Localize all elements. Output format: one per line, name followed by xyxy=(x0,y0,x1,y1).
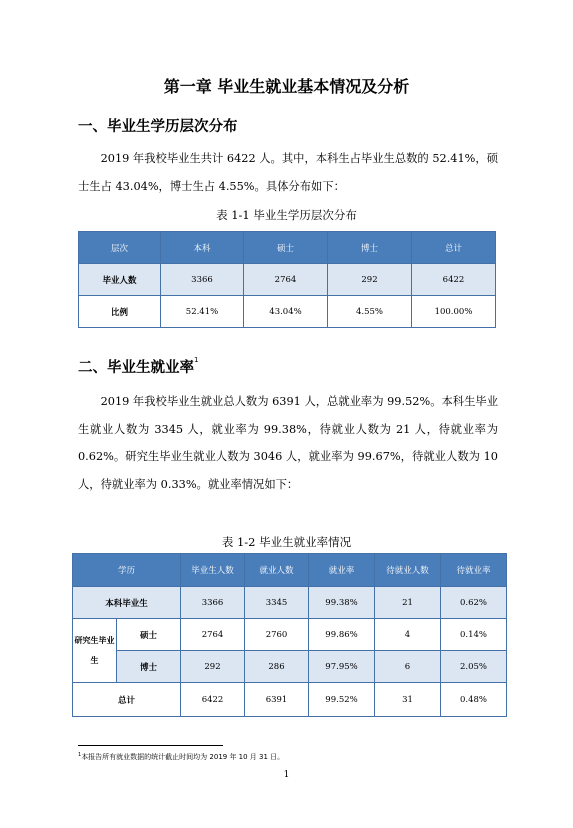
table-cell: 100.00% xyxy=(412,296,496,328)
table2-header-employed: 就业人数 xyxy=(245,554,309,587)
footnote xyxy=(78,752,284,762)
table2-header-pending: 待就业人数 xyxy=(375,554,441,587)
table1-header-level: 层次 xyxy=(79,232,161,264)
table-cell: 52.41% xyxy=(161,296,244,328)
chapter-title: 第一章 毕业生就业基本情况及分析 xyxy=(163,77,410,96)
table1-caption: 表 1-1 毕业生学历层次分布 xyxy=(216,208,357,222)
employment-rate-table xyxy=(72,553,507,717)
table-cell: 0.14% xyxy=(441,619,507,651)
distribution-paragraph: 2019 年我校毕业生共计 6422 人。其中，本科生占毕业生总数的 52.41%，硕士生占 43.04%，博士生占 4.55%。具体分布如下： xyxy=(78,152,498,193)
table-cell: 0.62% xyxy=(441,587,507,619)
table-cell: 6422 xyxy=(181,683,245,717)
table1-header-master: 硕士 xyxy=(244,232,328,264)
employment-paragraph: 2019 年我校毕业生就业总人数为 6391 人，总就业率为 99.52%。本科生毕业生就业人数为 3345 人，就业率为 99.38%，待就业人数为 21 人，待就业率为 0.62%。研究生毕业生就业人数为 3046 人，就业率为 99.67%，待就业人数为 10 人，待就业率为 0.33%。就业率情况如下： xyxy=(78,395,498,491)
table-cell: 6 xyxy=(375,651,441,683)
table2-header-graduates: 毕业生人数 xyxy=(181,554,245,587)
footnote-mark: 1 xyxy=(194,356,199,364)
section-title-distribution: 一、毕业生学历层次分布 xyxy=(78,119,238,135)
table-cell: 2764 xyxy=(181,619,245,651)
table-cell: 2760 xyxy=(245,619,309,651)
table-row xyxy=(73,651,507,683)
table-cell: 3366 xyxy=(161,264,244,296)
row-label-undergrad: 本科毕业生 xyxy=(73,587,181,619)
table2-header-rate: 就业率 xyxy=(309,554,375,587)
footnote-text: 本报告所有就业数据的统计截止时间均为 2019 年 10 月 31 日。 xyxy=(81,753,285,761)
section-title-text: 二、毕业生就业率 xyxy=(78,360,194,376)
table-cell: 97.95% xyxy=(309,651,375,683)
footnote-number: 1 xyxy=(78,752,82,758)
table-cell: 2764 xyxy=(244,264,328,296)
table-cell: 6422 xyxy=(412,264,496,296)
education-distribution-table xyxy=(78,231,496,328)
page-number: 1 xyxy=(283,770,290,780)
row-label-graduates: 毕业人数 xyxy=(79,264,161,296)
row-group-graduate: 研究生毕业生 xyxy=(73,619,117,683)
table-row xyxy=(79,296,496,328)
table-cell: 6391 xyxy=(245,683,309,717)
table-cell: 43.04% xyxy=(244,296,328,328)
table2-header-pending-rate: 待就业率 xyxy=(441,554,507,587)
table-cell: 0.48% xyxy=(441,683,507,717)
table-cell: 286 xyxy=(245,651,309,683)
table2-header-education: 学历 xyxy=(73,554,181,587)
row-label-masters: 硕士 xyxy=(117,619,181,651)
table-cell: 292 xyxy=(181,651,245,683)
table1-header-total: 总计 xyxy=(412,232,496,264)
table-row xyxy=(73,683,507,717)
table-row xyxy=(79,264,496,296)
row-label-ratio: 比例 xyxy=(79,296,161,328)
table-cell: 3366 xyxy=(181,587,245,619)
table-cell: 99.38% xyxy=(309,587,375,619)
section-title-employment xyxy=(78,356,198,377)
table-cell: 292 xyxy=(328,264,412,296)
row-label-doctoral: 博士 xyxy=(117,651,181,683)
row-label-total: 总计 xyxy=(73,683,181,717)
table-cell: 2.05% xyxy=(441,651,507,683)
table-cell: 99.86% xyxy=(309,619,375,651)
table-cell: 21 xyxy=(375,587,441,619)
table-cell: 4.55% xyxy=(328,296,412,328)
table-row xyxy=(73,587,507,619)
table-cell: 31 xyxy=(375,683,441,717)
footnote-divider xyxy=(78,745,223,746)
table1-header-doctor: 博士 xyxy=(328,232,412,264)
table-cell: 3345 xyxy=(245,587,309,619)
table-cell: 99.52% xyxy=(309,683,375,717)
table1-header-undergrad: 本科 xyxy=(161,232,244,264)
table2-caption: 表 1-2 毕业生就业率情况 xyxy=(221,535,352,549)
table-row xyxy=(73,619,507,651)
table-cell: 4 xyxy=(375,619,441,651)
